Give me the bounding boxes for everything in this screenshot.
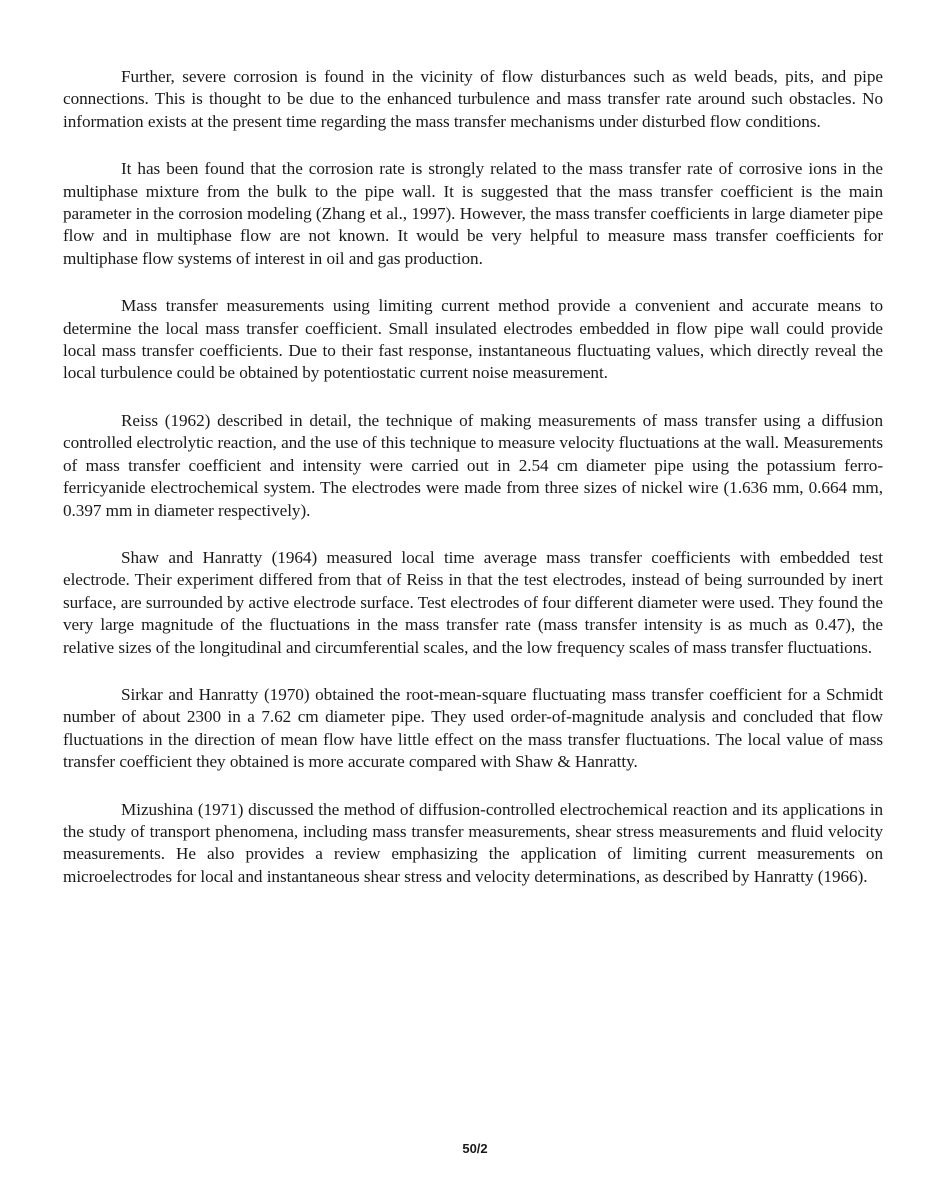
paragraph-sirkar-hanratty-1970: Sirkar and Hanratty (1970) obtained the root-mean-square fluctuating mass transfer coefficient for a Schmidt number of about 2300 in a 7.62 cm diameter pipe. They used order-of-magnitude analysis and concluded that flow fluctuations in the direction of mean flow have little effect on the mass transfer fluctuations. The local value of mass transfer coefficient they obtained is more accurate compared with Shaw & Hanratty.	[63, 684, 883, 772]
paragraph-corrosion-rate: It has been found that the corrosion rate is strongly related to the mass transfer rate of corrosive ions in the multiphase mixture from the bulk to the pipe wall. It is suggested that the mass transfer coefficient is the main parameter in the corrosion modeling (Zhang et al., 1997). However, the mass transfer coefficients in large diameter pipe flow and in multiphase flow are not known. It would be very helpful to measure mass transfer coefficients for multiphase flow systems of interest in oil and gas production.	[63, 159, 883, 268]
paragraph-flow-disturbances: Further, severe corrosion is found in the vicinity of flow disturbances such as weld beads, pits, and pipe connections. This is thought to be due to the enhanced turbulence and mass transfer rate around such obstacles. No information exists at the present time regarding the mass transfer mechanisms under disturbed flow conditions.	[63, 67, 883, 131]
paragraph-shaw-hanratty-1964: Shaw and Hanratty (1964) measured local time average mass transfer coefficients with embedded test electrode. Their experiment differed from that of Reiss in that the test electrodes, instead of being surrounded by inert surface, are surrounded by active electrode surface. Test electrodes of four different diameter were used. They found the very large magnitude of the fluctuations in the mass transfer rate (mass transfer intensity is as much as 0.47), the relative sizes of the longitudinal and circumferential scales, and the low frequency scales of mass transfer fluctuations.	[63, 547, 883, 657]
paragraph-limiting-current: Mass transfer measurements using limiting current method provide a convenient and accurate means to determine the local mass transfer coefficient. Small insulated electrodes embedded in flow pipe wall could provide local mass transfer coefficients. Due to their fast response, instantaneous fluctuating values, which directly reveal the local turbulence could be obtained by potentiostatic current noise measurement.	[63, 296, 883, 383]
page-number: 50/2	[462, 1141, 488, 1156]
paragraph-mizushina-1971: Mizushina (1971) discussed the method of diffusion-controlled electrochemical reaction and its applications in the study of transport phenomena, including mass transfer measurements, shear stress measurements and fluid velocity measurements. He also provides a review emphasizing the application of limiting current measurements on microelectrodes for local and instantaneous shear stress and velocity determinations, as described by Hanratty (1966).	[63, 799, 883, 886]
paragraph-reiss-1962: Reiss (1962) described in detail, the technique of making measurements of mass transfer using a diffusion controlled electrolytic reaction, and the use of this technique to measure velocity fluctuations at the wall. Measurements of mass transfer coefficient and intensity were carried out in 2.54 cm diameter pipe using the potassium ferro-ferricyanide electrochemical system. The electrodes were made from three sizes of nickel wire (1.636 mm, 0.664 mm, 0.397 mm in diameter respectively).	[63, 410, 883, 520]
body-text	[63, 66, 883, 913]
